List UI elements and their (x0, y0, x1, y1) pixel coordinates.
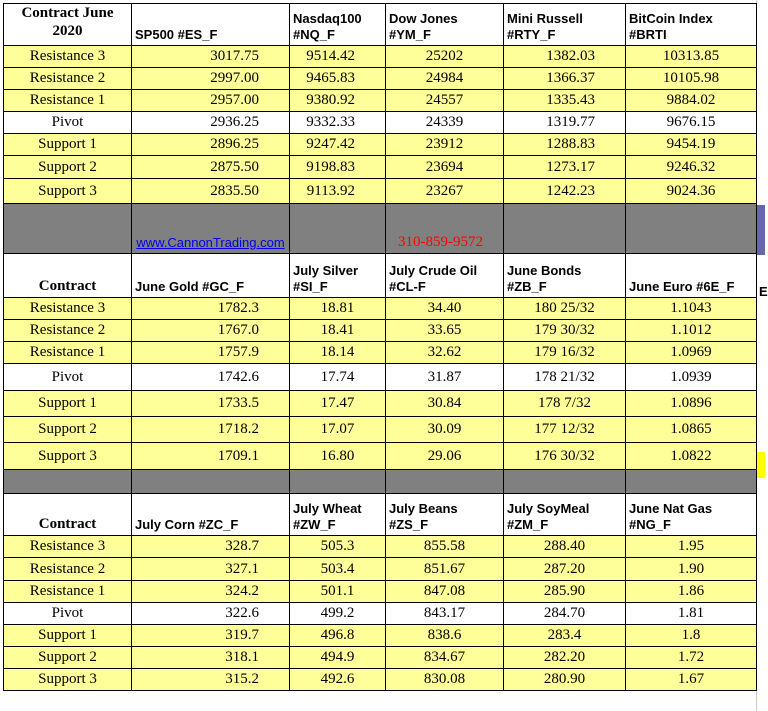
separator-cell (290, 204, 386, 254)
row-label: Support 1 (4, 391, 132, 417)
column-header: Nasdaq100 #NQ_F (290, 4, 386, 46)
value-cell: 327.1 (132, 558, 290, 581)
value-cell: 1288.83 (504, 134, 626, 156)
value-cell: 23694 (386, 156, 504, 179)
value-cell: 25202 (386, 46, 504, 68)
value-cell: 17.74 (290, 364, 386, 391)
value-cell: 847.08 (386, 581, 504, 603)
value-cell: 1319.77 (504, 112, 626, 134)
table-row (4, 581, 757, 603)
column-header: July SoyMeal #ZM_F (504, 494, 626, 536)
separator-row (4, 470, 757, 494)
section-1-header-row (4, 4, 757, 46)
column-header: June Gold #GC_F (132, 254, 290, 298)
value-cell: 32.62 (386, 342, 504, 364)
value-cell: 1.1012 (626, 320, 757, 342)
value-cell: 16.80 (290, 443, 386, 470)
value-cell: 1718.2 (132, 417, 290, 443)
column-header: July Wheat #ZW_F (290, 494, 386, 536)
row-label: Support 1 (4, 134, 132, 156)
value-cell: 180 25/32 (504, 298, 626, 320)
table-row (4, 443, 757, 470)
value-cell: 1366.37 (504, 68, 626, 90)
row-label: Resistance 2 (4, 558, 132, 581)
value-cell: 1.0939 (626, 364, 757, 391)
separator-cell (4, 204, 132, 254)
column-header: July Beans #ZS_F (386, 494, 504, 536)
value-cell: 17.07 (290, 417, 386, 443)
value-cell: 1709.1 (132, 443, 290, 470)
value-cell: 1.8 (626, 625, 757, 647)
value-cell: 24557 (386, 90, 504, 112)
value-cell: 1.0822 (626, 443, 757, 470)
value-cell: 1782.3 (132, 298, 290, 320)
value-cell: 288.40 (504, 536, 626, 558)
table-row (4, 68, 757, 90)
value-cell: 176 30/32 (504, 443, 626, 470)
value-cell: 501.1 (290, 581, 386, 603)
row-label: Support 1 (4, 625, 132, 647)
table-row (4, 134, 757, 156)
row-label: Resistance 2 (4, 320, 132, 342)
value-cell: 9884.02 (626, 90, 757, 112)
value-cell: 178 21/32 (504, 364, 626, 391)
row-label: Resistance 2 (4, 68, 132, 90)
table-row (4, 298, 757, 320)
separator-cell (626, 470, 757, 494)
value-cell: 1.0969 (626, 342, 757, 364)
row-label: Support 3 (4, 669, 132, 691)
value-cell: 31.87 (386, 364, 504, 391)
value-cell: 285.90 (504, 581, 626, 603)
value-cell: 177 12/32 (504, 417, 626, 443)
table-row (4, 391, 757, 417)
value-cell: 328.7 (132, 536, 290, 558)
value-cell: 10313.85 (626, 46, 757, 68)
column-header: June Euro #6E_F (626, 254, 757, 298)
value-cell: 1757.9 (132, 342, 290, 364)
separator-cell (386, 470, 504, 494)
table-row (4, 46, 757, 68)
column-header: BitCoin Index #BRTI (626, 4, 757, 46)
value-cell: 1.95 (626, 536, 757, 558)
row-label: Resistance 3 (4, 536, 132, 558)
value-cell: 10105.98 (626, 68, 757, 90)
value-cell: 179 16/32 (504, 342, 626, 364)
pivot-levels-table (3, 3, 757, 691)
value-cell: 505.3 (290, 536, 386, 558)
value-cell: 30.09 (386, 417, 504, 443)
table-row (4, 90, 757, 112)
column-header: June Bonds #ZB_F (504, 254, 626, 298)
row-label: Resistance 1 (4, 342, 132, 364)
value-cell: 9514.42 (290, 46, 386, 68)
value-cell: 494.9 (290, 647, 386, 669)
separator-cell (290, 470, 386, 494)
value-cell: 30.84 (386, 391, 504, 417)
value-cell: 3017.75 (132, 46, 290, 68)
value-cell: 2936.25 (132, 112, 290, 134)
value-cell: 1767.0 (132, 320, 290, 342)
value-cell: 18.41 (290, 320, 386, 342)
row-label: Support 3 (4, 179, 132, 204)
table-row (4, 558, 757, 581)
value-cell: 33.65 (386, 320, 504, 342)
value-cell: 1.86 (626, 581, 757, 603)
column-header: July Silver #SI_F (290, 254, 386, 298)
value-cell: 492.6 (290, 669, 386, 691)
value-cell: 9024.36 (626, 179, 757, 204)
value-cell: 1242.23 (504, 179, 626, 204)
value-cell: 1.72 (626, 647, 757, 669)
value-cell: 1.0896 (626, 391, 757, 417)
separator-cell (504, 204, 626, 254)
contract-label-cell: Contract (4, 254, 132, 298)
column-header: Dow Jones #YM_F (386, 4, 504, 46)
column-header: July Corn #ZC_F (132, 494, 290, 536)
table-row (4, 669, 757, 691)
column-header: Mini Russell #RTY_F (504, 4, 626, 46)
value-cell: 178 7/32 (504, 391, 626, 417)
section-3-header-row (4, 494, 757, 536)
value-cell: 1733.5 (132, 391, 290, 417)
value-cell: 284.70 (504, 603, 626, 625)
separator-cell (132, 470, 290, 494)
row-label: Resistance 3 (4, 298, 132, 320)
adjacent-cell-fill (757, 205, 765, 255)
table-row (4, 342, 757, 364)
value-cell: 315.2 (132, 669, 290, 691)
table-row (4, 647, 757, 669)
value-cell: 9332.33 (290, 112, 386, 134)
value-cell: 9465.83 (290, 68, 386, 90)
contract-label-cell: Contract (4, 494, 132, 536)
row-label: Resistance 1 (4, 581, 132, 603)
value-cell: 9676.15 (626, 112, 757, 134)
value-cell: 9246.32 (626, 156, 757, 179)
value-cell: 838.6 (386, 625, 504, 647)
value-cell: 851.67 (386, 558, 504, 581)
value-cell: 1.0865 (626, 417, 757, 443)
value-cell: 1382.03 (504, 46, 626, 68)
value-cell: 1.67 (626, 669, 757, 691)
value-cell: 324.2 (132, 581, 290, 603)
adjacent-cell-highlight (757, 452, 765, 478)
value-cell: 318.1 (132, 647, 290, 669)
value-cell: 496.8 (290, 625, 386, 647)
row-label: Support 2 (4, 417, 132, 443)
value-cell: 23267 (386, 179, 504, 204)
value-cell: 2875.50 (132, 156, 290, 179)
row-label: Support 2 (4, 647, 132, 669)
value-cell: 9454.19 (626, 134, 757, 156)
value-cell: 503.4 (290, 558, 386, 581)
value-cell: 18.14 (290, 342, 386, 364)
separator-cell (4, 470, 132, 494)
value-cell: 1.81 (626, 603, 757, 625)
value-cell: 24339 (386, 112, 504, 134)
row-label: Support 2 (4, 156, 132, 179)
value-cell: 280.90 (504, 669, 626, 691)
value-cell: 834.67 (386, 647, 504, 669)
value-cell: 499.2 (290, 603, 386, 625)
table-row (4, 179, 757, 204)
value-cell: 2957.00 (132, 90, 290, 112)
value-cell: 2835.50 (132, 179, 290, 204)
value-cell: 1742.6 (132, 364, 290, 391)
value-cell: 24984 (386, 68, 504, 90)
value-cell: 9247.42 (290, 134, 386, 156)
adjacent-cell-text: E (759, 284, 768, 299)
section-2-header-row (4, 254, 757, 298)
value-cell: 1273.17 (504, 156, 626, 179)
contact-separator-row (4, 204, 757, 254)
value-cell: 287.20 (504, 558, 626, 581)
table-row (4, 320, 757, 342)
row-label: Pivot (4, 112, 132, 134)
value-cell: 9113.92 (290, 179, 386, 204)
value-cell: 2896.25 (132, 134, 290, 156)
table-row (4, 112, 757, 134)
value-cell: 322.6 (132, 603, 290, 625)
value-cell: 29.06 (386, 443, 504, 470)
value-cell: 179 30/32 (504, 320, 626, 342)
value-cell: 34.40 (386, 298, 504, 320)
row-label: Support 3 (4, 443, 132, 470)
table-row (4, 603, 757, 625)
value-cell: 830.08 (386, 669, 504, 691)
value-cell: 843.17 (386, 603, 504, 625)
value-cell: 283.4 (504, 625, 626, 647)
table-row (4, 364, 757, 391)
value-cell: 17.47 (290, 391, 386, 417)
row-label: Resistance 3 (4, 46, 132, 68)
table-row (4, 625, 757, 647)
value-cell: 282.20 (504, 647, 626, 669)
value-cell: 1.90 (626, 558, 757, 581)
table-row (4, 536, 757, 558)
row-label: Resistance 1 (4, 90, 132, 112)
table-row (4, 156, 757, 179)
value-cell: 2997.00 (132, 68, 290, 90)
value-cell: 1.1043 (626, 298, 757, 320)
row-label: Pivot (4, 603, 132, 625)
separator-cell (504, 470, 626, 494)
value-cell: 9380.92 (290, 90, 386, 112)
column-header: June Nat Gas #NG_F (626, 494, 757, 536)
table-row (4, 417, 757, 443)
value-cell: 319.7 (132, 625, 290, 647)
column-header: July Crude Oil #CL-F (386, 254, 504, 298)
value-cell: 1335.43 (504, 90, 626, 112)
value-cell: 9198.83 (290, 156, 386, 179)
value-cell: 855.58 (386, 536, 504, 558)
website-link[interactable]: www.CannonTrading.com (132, 204, 290, 254)
pivot-levels-sheet (3, 3, 756, 691)
value-cell: 18.81 (290, 298, 386, 320)
phone-number: 310-859-9572 (386, 204, 504, 254)
column-header: SP500 #ES_F (132, 4, 290, 46)
separator-cell (626, 204, 757, 254)
value-cell: 23912 (386, 134, 504, 156)
contract-label-cell: Contract June 2020 (4, 4, 132, 46)
row-label: Pivot (4, 364, 132, 391)
